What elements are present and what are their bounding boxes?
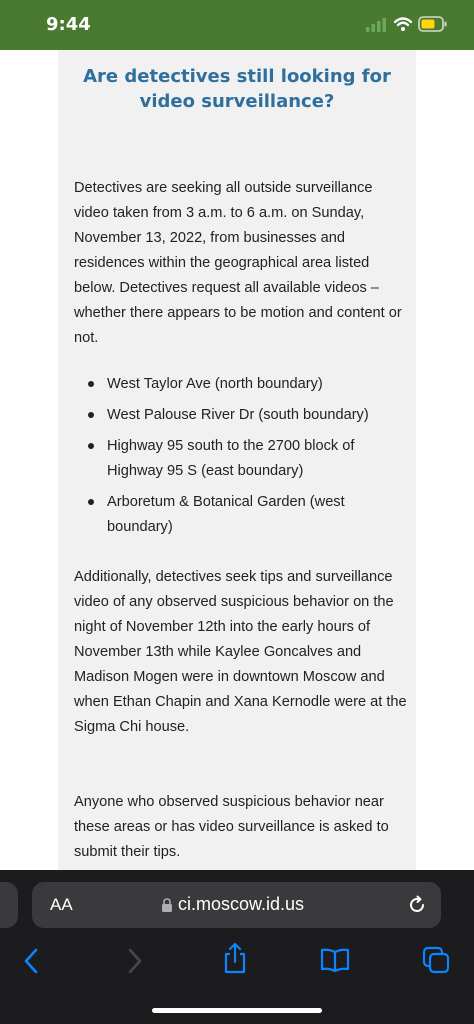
list-item-text: Highway 95 south to the 2700 block of Highway 95 S (east boundary) [107,438,355,479]
back-icon[interactable] [22,948,42,979]
tabs-icon[interactable] [422,946,450,979]
faq-question: Are detectives still looking for video surveillance? [83,66,391,112]
boundary-list [74,372,414,546]
share-icon[interactable] [222,942,248,979]
text-size-button[interactable]: AA [50,895,73,914]
battery-low-icon [418,16,448,37]
previous-tab-preview[interactable] [0,882,18,928]
paragraph-tips: Additionally, detectives seek tips and surveillance video of any observed suspicious behavior on the night of November 12th into the early hours of November 13th while Kaylee Goncalves and Madison Mogen were in downtown Moscow and when Ethan Chapin and Xana Kernodle were at the Sigma Chi house. [74,569,407,735]
bullet-icon [88,499,94,505]
address-bar[interactable] [32,882,441,928]
web-content[interactable] [0,50,474,870]
list-item [74,403,414,428]
wifi-icon [394,16,412,37]
list-item-text: West Taylor Ave (north boundary) [107,376,323,392]
list-item [74,490,414,540]
list-item [74,372,414,397]
bullet-icon [88,412,94,418]
status-bar [0,0,474,50]
status-time: 9:44 [46,14,91,35]
list-item-text: Arboretum & Botanical Garden (west boundary) [107,494,345,535]
paragraph-video-request: Detectives are seeking all outside surveillance video taken from 3 a.m. to 6 a.m. on Sunday, November 13, 2022, from businesses and residences within the geographical area listed below. Detectives request all available videos – whether there appears to be motion and content or not. [74,180,402,346]
bullet-icon [88,443,94,449]
list-item [74,434,414,484]
forward-icon[interactable] [124,948,144,979]
browser-toolbar [0,870,474,1024]
paragraph-submit: Anyone who observed suspicious behavior near these areas or has video surveillance is asked to submit their tips. [74,794,389,860]
url-text[interactable]: ci.moscow.id.us [178,894,305,914]
bullet-icon [88,381,94,387]
reload-icon[interactable] [406,894,428,921]
lock-icon [161,898,173,918]
list-item-text: West Palouse River Dr (south boundary) [107,407,369,423]
home-indicator[interactable] [152,1008,322,1013]
bookmarks-icon[interactable] [320,948,350,977]
cellular-signal-icon [366,18,388,37]
